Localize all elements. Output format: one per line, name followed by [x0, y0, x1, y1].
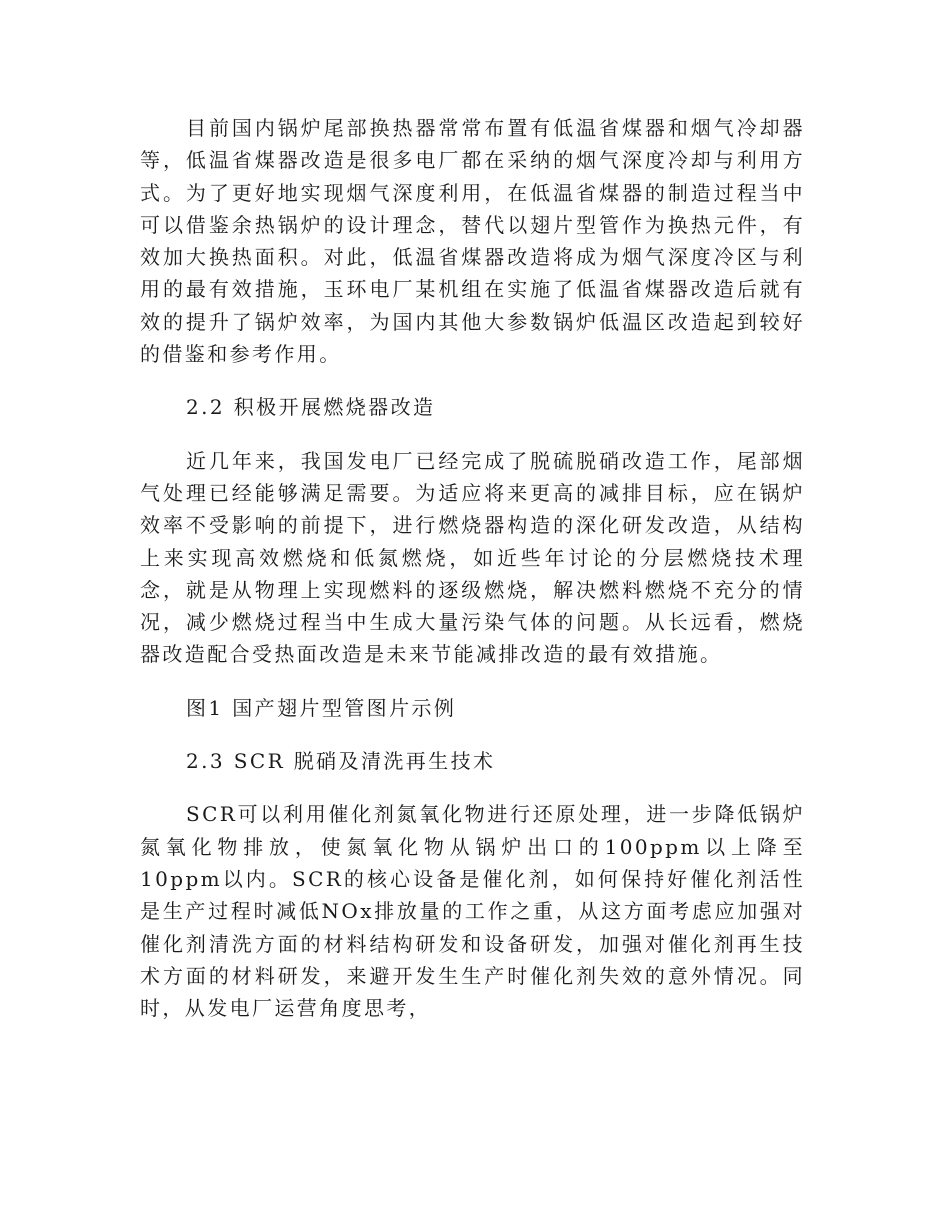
figure-caption-1: 图1 国产翅片型管图片示例 [186, 695, 457, 720]
paragraph-burner-retrofit: 近几年来，我国发电厂已经完成了脱硫脱硝改造工作，尾部烟气处理已经能够满足需要。为适应将来更高的减排目标，应在锅炉效率不受影响的前提下，进行燃烧器构造的深化研发改造，从结构上来实现高效燃烧和低氮燃烧，如近些年讨论的分层燃烧技术理念，就是从物理上实现燃料的逐级燃烧，解决燃料燃烧不充分的情况，减少燃烧过程当中生成大量污染气体的问题。从长远看，燃烧器改造配合受热面改造是未来节能减排改造的最有效措施。 [140, 448, 805, 667]
document-body [140, 112, 805, 1024]
section-heading-2-3: 2.3 SCR 脱硝及清洗再生技术 [186, 749, 496, 774]
paragraph-low-temp-economizer: 目前国内锅炉尾部换热器常常布置有低温省煤器和烟气冷却器等，低温省煤器改造是很多电厂都在采纳的烟气深度冷却与利用方式。为了更好地实现烟气深度利用，在低温省煤器的制造过程当中可以借鉴余热锅炉的设计理念，替代以翅片型管作为换热元件，有效加大换热面积。对此，低温省煤器改造将成为烟气深度冷区与利用的最有效措施，玉环电厂某机组在实施了低温省煤器改造后就有效的提升了锅炉效率，为国内其他大参数锅炉低温区改造起到较好的借鉴和参考作用。 [140, 116, 805, 367]
paragraph-scr-denitration: SCR可以利用催化剂氮氧化物进行还原处理，进一步降低锅炉氮氧化物排放，使氮氧化物从锅炉出口的100ppm以上降至10ppm以内。SCR的核心设备是催化剂，如何保持好催化剂活性是生产过程时减低NOx排放量的工作之重，从这方面考虑应加强对催化剂清洗方面的材料结构研发和设备研发，加强对催化剂再生技术方面的材料研发，来避开发生生产时催化剂失效的意外情况。同时，从发电厂运营角度思考， [140, 802, 805, 1021]
section-heading-2-2: 2.2 积极开展燃烧器改造 [186, 395, 436, 420]
